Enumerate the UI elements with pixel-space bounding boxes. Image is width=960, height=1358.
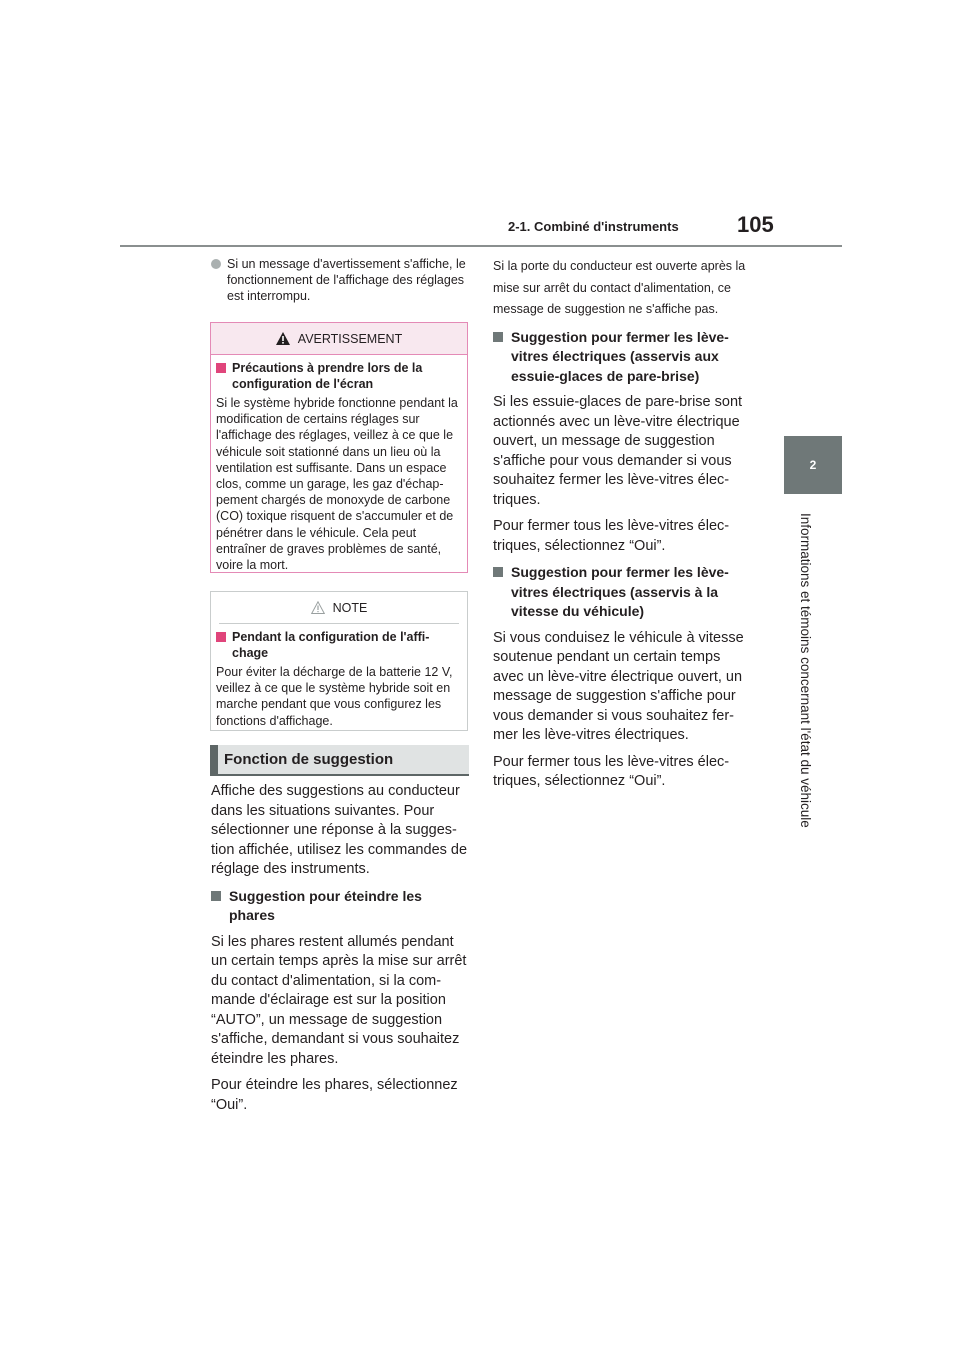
porte-note: Si la porte du conducteur est ouverte après la mise sur arrêt du contact d'alimentation, ce message de suggestion ne s'affiche pas. [493, 259, 746, 316]
phares-heading [211, 887, 469, 926]
note-title: NOTE [332, 600, 368, 615]
square-bullet-icon [211, 891, 221, 901]
header-rule [120, 245, 842, 247]
note-header [211, 592, 467, 623]
note-text: Pour éviter la décharge de la batterie 12 V, veillez à ce que le système hybride soit en marche pendant que vous configurez les fonctions d'affichage. [216, 665, 453, 728]
vitres-vitesse-heading-text: Suggestion pour fermer les lève-vitres électriques (asservis à la vitesse du véhicule) [511, 564, 729, 619]
bullet-dot-icon [211, 259, 221, 269]
warning-text: Si le système hybride fonctionne pendant la modification de certains réglages sur l'affichage des réglages, veillez à ce que le véhicule soit stationné dans un lieu où la ventilation est suffisante. Dans un espace clos, comme un garage, les gaz d'échap-pement chargés de monoxyde de carbone (CO) toxique risquent de s'accumuler et de pénétrer dans le véhicule. Cela peut entraîner de graves problèmes de santé, voire la mort. [216, 396, 458, 573]
section-intro: Affiche des suggestions au conducteur dans les situations suivantes. Pour sélectionner une réponse à la sugges-tion affichée, utilisez les commandes de réglage des instruments. [211, 783, 468, 877]
square-bullet-icon [216, 632, 226, 642]
warning-subtitle-text: Précautions à prendre lors de la configuration de l'écran [232, 361, 423, 391]
phares-heading-text: Suggestion pour éteindre les phares [229, 887, 422, 923]
right-column-flow [493, 256, 749, 792]
vitres-vitesse-paragraph-1: Si vous conduisez le véhicule à vitesse soutenue pendant un certain temps avec un lève-vitre électrique ouvert, un message de suggestion s'affiche pour vous demander si vous souhaitez fer-mer les lève-vitres électriques. [493, 629, 744, 743]
warning-box [210, 322, 468, 573]
square-bullet-icon [493, 332, 503, 342]
phares-paragraph-2: Pour éteindre les phares, sélectionnez “Oui”. [211, 1077, 458, 1113]
warning-title: AVERTISSEMENT [297, 331, 403, 346]
square-bullet-icon [493, 567, 503, 577]
chapter-tab [784, 436, 842, 494]
note-box [210, 591, 468, 731]
left-column-flow [211, 782, 469, 1115]
note-subtitle [216, 629, 462, 661]
note-triangle-icon [311, 601, 325, 614]
vitres-essuie-heading-text: Suggestion pour fermer les lève-vitres électriques (asservis aux essuie-glaces de pare-brise) [511, 328, 729, 384]
intro-bullet [211, 256, 469, 304]
vitres-essuie-paragraph-1: Si les essuie-glaces de pare-brise sont actionnés avec un lève-vitre électrique ouvert, un message de suggestion s'affiche pour vous demander si vous souhaitez fermer les lève-vitres élec-triques. [493, 394, 743, 508]
note-subtitle-text: Pendant la configuration de l'affi-chage [232, 630, 430, 660]
vitres-essuie-paragraph-2: Pour fermer tous les lève-vitres élec-triques, sélectionnez “Oui”. [493, 518, 730, 554]
intro-bullet-text: Si un message d'avertissement s'affiche, le fonctionnement de l'affichage des réglages est interrompu. [227, 257, 466, 303]
chapter-tab-number: 2 [809, 458, 817, 472]
warning-subtitle [216, 360, 462, 392]
vitres-vitesse-paragraph-2: Pour fermer tous les lève-vitres élec-triques, sélectionnez “Oui”. [493, 753, 730, 789]
page-number: 105 [737, 212, 774, 237]
section-heading: Fonction de suggestion [210, 745, 469, 776]
vitres-vitesse-heading [493, 563, 749, 622]
warning-header [211, 323, 467, 355]
phares-paragraph-1: Si les phares restent allumés pendant un certain temps après la mise sur arrêt du contact d'alimentation, si la com-mande d'éclairage est sur la position “AUTO”, un message de suggestion s'affiche, demandant si vous souhaitez éteindre les phares. [211, 933, 467, 1067]
header-section-title: 2-1. Combiné d'instruments [508, 219, 679, 234]
warning-triangle-icon [276, 332, 290, 345]
square-bullet-icon [216, 363, 226, 373]
vitres-essuie-heading [493, 328, 749, 387]
chapter-side-title: Informations et témoins concernant l'état du véhicule [798, 513, 813, 828]
